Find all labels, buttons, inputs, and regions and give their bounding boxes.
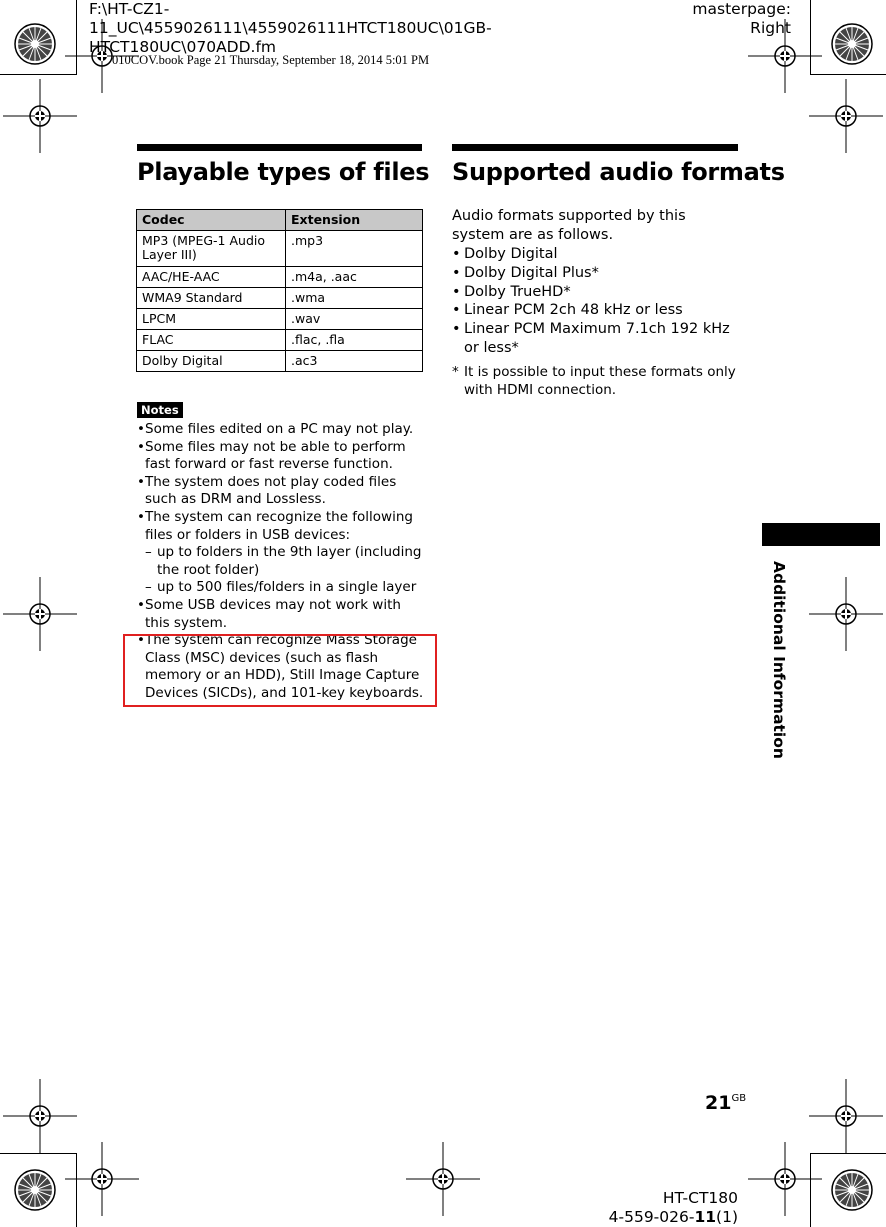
table-cell-codec: Dolby Digital	[137, 351, 286, 372]
registration-target-icon	[809, 577, 883, 651]
part-number-bold: 11	[694, 1208, 717, 1226]
table-cell-extension: .wav	[286, 309, 423, 330]
registration-star-icon	[832, 24, 872, 64]
table-cell-extension: .flac, .fla	[286, 330, 423, 351]
sub-note-item: – up to 500 files/folders in a single layer	[145, 579, 424, 597]
part-number-prefix: 4-559-026-	[608, 1208, 695, 1226]
format-item: • Dolby Digital	[452, 245, 742, 264]
table-header-codec: Codec	[137, 210, 286, 231]
note-item: • Some USB devices may not work with this system.	[137, 597, 424, 632]
registration-target-icon	[748, 1142, 822, 1216]
note-item-text: The system can recognize the following files or folders in USB devices:	[145, 508, 413, 543]
note-item: • Some files may not be able to perform fast forward or fast reverse function.	[137, 439, 424, 474]
masterpage-line1: masterpage:	[692, 0, 791, 18]
file-path-line2: HTCT180UC\070ADD.fm	[89, 38, 277, 56]
registration-target-icon	[748, 19, 822, 93]
registration-target-icon	[3, 1079, 77, 1153]
table-cell-extension: .wma	[286, 288, 423, 309]
note-item: • Some files edited on a PC may not play.	[137, 421, 424, 439]
table-cell-codec: WMA9 Standard	[137, 288, 286, 309]
registration-target-icon	[3, 79, 77, 153]
side-tab-label: Additional Information	[770, 561, 788, 759]
format-item: • Dolby Digital Plus*	[452, 264, 742, 283]
registration-star-icon	[15, 24, 55, 64]
sub-note-item: – up to folders in the 9th layer (including the root folder)	[145, 544, 424, 579]
file-path-line1: F:\HT-CZ1-11_UC\4559026111\4559026111HTCT180UC\01GB-	[89, 0, 492, 37]
part-number-suffix: (1)	[716, 1208, 738, 1226]
format-item: • Dolby TrueHD*	[452, 283, 742, 302]
registration-target-icon	[809, 1079, 883, 1153]
masterpage-line2: Right	[750, 19, 791, 37]
audio-intro: Audio formats supported by this system are as follows.	[452, 208, 686, 243]
page-number-value: 21	[705, 1092, 732, 1114]
table-cell-extension: .mp3	[286, 231, 423, 267]
note-item: • The system does not play coded files such as DRM and Lossless.	[137, 474, 424, 509]
registration-target-icon	[809, 79, 883, 153]
page-number-suffix: GB	[731, 1093, 747, 1104]
registration-target-icon	[65, 19, 139, 93]
table-cell-codec: AAC/HE-AAC	[137, 267, 286, 288]
registration-star-icon	[832, 1170, 872, 1210]
registration-target-icon	[3, 577, 77, 651]
model-name: HT-CT180	[662, 1189, 738, 1207]
note-item-highlighted: • The system can recognize Mass Storage Class (MSC) devices (such as flash memory or an HDD), Still Image Capture Devices (SICDs), and 101-key keyboards.	[137, 632, 424, 702]
table-cell-codec: LPCM	[137, 309, 286, 330]
table-cell-extension: .m4a, .aac	[286, 267, 423, 288]
table-header-extension: Extension	[286, 210, 423, 231]
book-info: 010COV.book Page 21 Thursday, September 18, 2014 5:01 PM	[112, 53, 430, 67]
section-title-playable: Playable types of files	[137, 158, 430, 186]
table-cell-codec: MP3 (MPEG-1 Audio Layer III)	[137, 231, 286, 267]
footnote-text: It is possible to input these formats only with HDMI connection.	[464, 364, 736, 398]
table-cell-codec: FLAC	[137, 330, 286, 351]
registration-target-icon	[65, 1142, 139, 1216]
footnote-mark: *	[452, 364, 459, 380]
registration-target-icon	[406, 1142, 480, 1216]
notes-badge: Notes	[137, 402, 183, 418]
format-item: • Linear PCM Maximum 7.1ch 192 kHz or less*	[452, 320, 742, 358]
table-cell-extension: .ac3	[286, 351, 423, 372]
section-title-audio: Supported audio formats	[452, 158, 785, 186]
registration-star-icon	[15, 1170, 55, 1210]
format-item: • Linear PCM 2ch 48 kHz or less	[452, 301, 742, 320]
